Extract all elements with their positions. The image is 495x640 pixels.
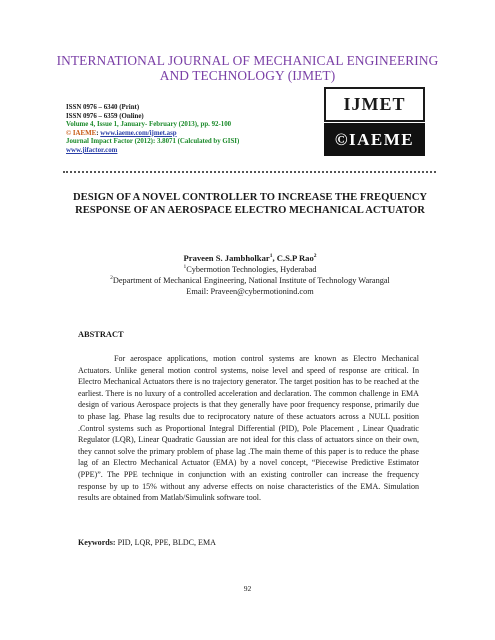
journal-title-line2: AND TECHNOLOGY (IJMET): [159, 68, 336, 83]
author-1: Praveen S. Jambholkar: [183, 253, 270, 263]
keywords-label: Keywords:: [78, 538, 116, 547]
author-names: [40, 253, 460, 264]
logo-ijmet-text: IJMET: [324, 87, 425, 122]
author-2-sup: 2: [313, 253, 317, 260]
abstract-heading: ABSTRACT: [78, 330, 124, 339]
volume-info: Volume 4, Issue 1, January- February (2013), pp. 92-100: [66, 121, 232, 129]
issn-online: ISSN 0976 – 6359 (Online): [66, 112, 144, 120]
jifactor-link[interactable]: www.jifactor.com: [66, 146, 118, 154]
author-2: , C.S.P Rao: [272, 253, 314, 263]
page-number: 92: [243, 584, 252, 593]
ijmet-logo: [324, 87, 425, 157]
iaeme-prefix: © IAEME: [66, 129, 97, 137]
affiliation-2-sup: 2: [110, 275, 113, 282]
affiliation-1-text: Cybermotion Technologies, Hyderabad: [186, 265, 317, 274]
affiliation-1-sup: 1: [183, 264, 187, 271]
affiliation-1: [40, 264, 460, 275]
impact-factor: Journal Impact Factor (2012): 3.8071 (Calculated by GISI): [66, 138, 240, 146]
journal-title: [0, 53, 495, 83]
journal-title-line1: INTERNATIONAL JOURNAL OF MECHANICAL ENGINEERING: [56, 53, 439, 68]
dotted-divider: [63, 171, 436, 173]
keywords: [78, 538, 216, 547]
issn-print: ISSN 0976 – 6340 (Print): [66, 104, 140, 111]
affiliation-2: [40, 275, 460, 286]
author-1-sup: 1: [269, 253, 273, 260]
abstract-body: For aerospace applications, motion control systems are known as Electro Mechanical Actuators. Unlike general motion control systems, noise level and speed of response are critical. In Electro Mechanical Actuators there is no trajectory generator. The target position has to be reached at the earliest. There is no luxury of a controlled acceleration and declaration. The common challenge in EMA design of various Aerospace projects is that they generally have poor frequency response, primarily due to phase lag. Phase lag results due to reciprocatory nature of these actuators across a NULL position .Control systems such as Proportional Integral Differential (PID), Pole Placement , Linear Quadratic Regulator (LQR), Linear Quadratic Gaussian are not ideal for this class of actuators since on their own, they cannot solve the primary problem of phase lag .The main theme of this paper is to reduce the phase lag of an Electro Mechanical Actuator (EMA) by a novel concept, “Piecewise Predictive Estimator (PPE)”. The PPE technique in conjunction with an existing controller can increase the frequency response by up to 15% without any adverse effects on noise characteristics of the EMA. Simulation results are obtained from Matlab/Simulink software tool.: [78, 354, 419, 503]
author-email: Email: Praveen@cybermotionind.com: [186, 287, 314, 296]
author-block: [40, 253, 460, 297]
paper-title: DESIGN OF A NOVEL CONTROLLER TO INCREASE THE FREQUENCY RESPONSE OF AN AEROSPACE ELECTRO MECHANICAL ACTUATOR: [73, 192, 427, 216]
iaeme-link[interactable]: www.iaeme.com/ijmet.asp: [100, 129, 177, 137]
affiliation-2-text: Department of Mechanical Engineering, National Institute of Technology Warangal: [112, 276, 390, 285]
logo-iaeme-text: ©IAEME: [324, 123, 425, 156]
iaeme-sep: :: [96, 129, 101, 137]
iaeme-line: [66, 130, 239, 139]
journal-meta: [66, 104, 239, 156]
keywords-list: PID, LQR, PPE, BLDC, EMA: [115, 538, 216, 547]
